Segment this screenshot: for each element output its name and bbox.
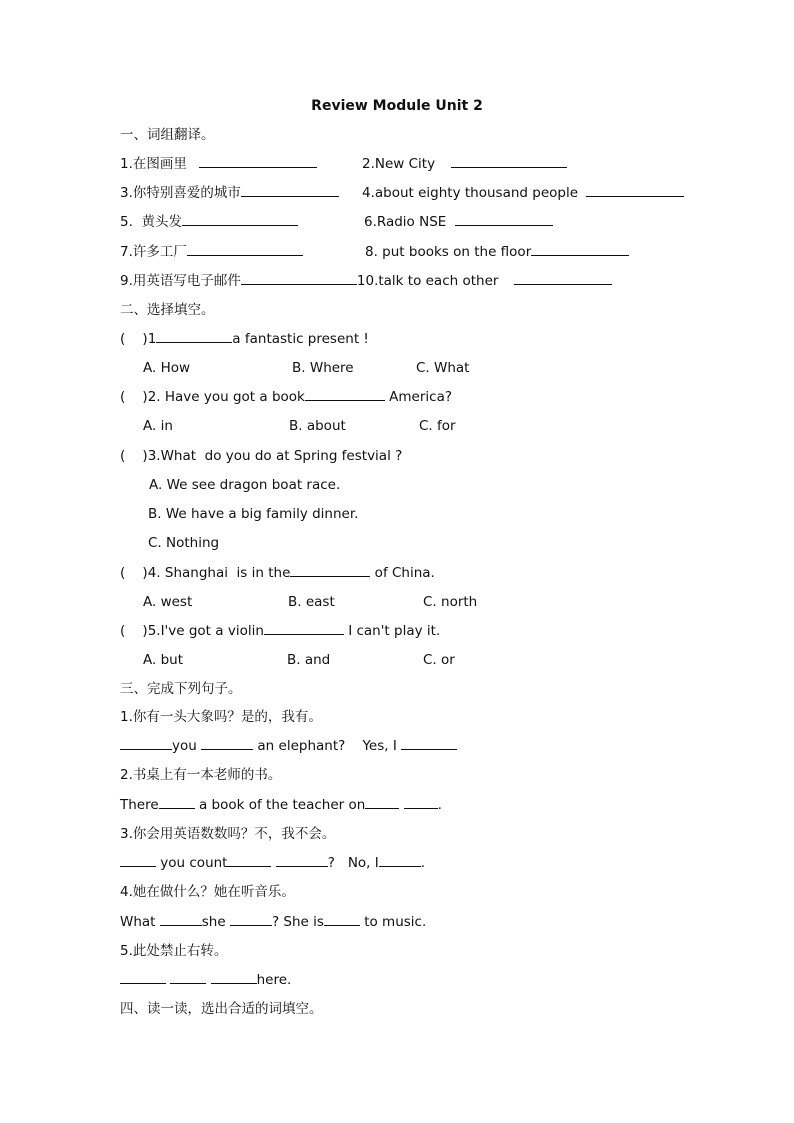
sentence-4-chinese: 4.她在做什么？她在听音乐。 xyxy=(120,884,295,900)
answer-blank[interactable] xyxy=(211,971,257,984)
s1-item-3-text: 3.你特别喜爱的城市 xyxy=(120,185,241,201)
mc-q1-option-a[interactable]: A. How xyxy=(143,360,191,376)
answer-blank[interactable] xyxy=(290,564,370,577)
answer-blank[interactable] xyxy=(201,737,253,750)
sentence-1-english xyxy=(120,737,457,755)
page-title: Review Module Unit 2 xyxy=(311,98,483,114)
mc-q1-option-b[interactable]: B. Where xyxy=(292,360,354,376)
sentence-2-part-0: There xyxy=(120,797,159,813)
s1-item-5 xyxy=(120,213,298,231)
s1-item-6-text: 6.Radio NSE xyxy=(364,214,447,230)
mc-q1-option-c[interactable]: C. What xyxy=(416,360,470,376)
sentence-2-chinese: 2.书桌上有一本老师的书。 xyxy=(120,767,282,783)
s1-item-2-text: 2.New City xyxy=(362,156,436,172)
answer-blank[interactable] xyxy=(586,184,684,197)
s1-item-6 xyxy=(364,213,553,231)
answer-blank[interactable] xyxy=(379,854,421,867)
sentence-4-part-2: ? She is xyxy=(271,914,324,930)
s1-item-2 xyxy=(362,155,567,173)
answer-blank[interactable] xyxy=(455,213,553,226)
mc-question-1 xyxy=(120,330,369,348)
answer-blank[interactable] xyxy=(170,971,206,984)
sentence-4-english xyxy=(120,913,426,931)
sentence-4-part-1: she xyxy=(201,914,230,930)
s1-item-4-text: 4.about eighty thousand people xyxy=(362,185,579,201)
answer-blank[interactable] xyxy=(514,272,612,285)
mc-q5-option-a[interactable]: A. but xyxy=(143,652,183,668)
sentence-4-part-0: What xyxy=(120,914,160,930)
mc-q2-option-a[interactable]: A. in xyxy=(143,418,173,434)
answer-blank[interactable] xyxy=(120,737,172,750)
answer-blank[interactable] xyxy=(324,913,360,926)
section4-heading: 四、读一读，选出合适的词填空。 xyxy=(120,1001,323,1017)
mc-q4-option-a[interactable]: A. west xyxy=(143,594,193,610)
sentence-2-english xyxy=(120,796,442,814)
mc-question-1-suffix: a fantastic present ! xyxy=(232,331,369,347)
answer-blank[interactable] xyxy=(241,272,357,285)
mc-question-4 xyxy=(120,564,435,582)
mc-question-4-prefix: ( )4. Shanghai is in the xyxy=(120,565,291,581)
s1-item-4 xyxy=(362,184,684,202)
mc-q5-option-b[interactable]: B. and xyxy=(287,652,331,668)
mc-q3-option-b[interactable]: B. We have a big family dinner. xyxy=(148,506,359,522)
sentence-5-part-3: here. xyxy=(256,972,292,988)
answer-blank[interactable] xyxy=(120,854,156,867)
answer-blank[interactable] xyxy=(305,388,385,401)
sentence-4-part-3: to music. xyxy=(359,914,427,930)
section3-heading: 三、完成下列句子。 xyxy=(120,681,242,697)
sentence-3-part-1: you count xyxy=(156,855,228,871)
s1-item-10-text: 10.talk to each other xyxy=(356,273,499,289)
mc-question-2-prefix: ( )2. Have you got a book xyxy=(120,389,305,405)
mc-q2-option-c[interactable]: C. for xyxy=(419,418,456,434)
answer-blank[interactable] xyxy=(404,796,438,809)
answer-blank[interactable] xyxy=(227,854,271,867)
mc-question-3: ( )3.What do you do at Spring festvial ? xyxy=(120,448,403,464)
s1-item-7 xyxy=(120,243,303,261)
s1-item-9-text: 9.用英语写电子邮件 xyxy=(120,273,241,289)
answer-blank[interactable] xyxy=(531,243,629,256)
answer-blank[interactable] xyxy=(160,913,202,926)
mc-q4-option-b[interactable]: B. east xyxy=(288,594,335,610)
mc-question-2-suffix: America? xyxy=(384,389,453,405)
s1-item-8-text: 8. put books on the floor xyxy=(365,244,532,260)
answer-blank[interactable] xyxy=(401,737,457,750)
answer-blank[interactable] xyxy=(199,155,317,168)
sentence-1-chinese: 1.你有一头大象吗？是的，我有。 xyxy=(120,709,322,725)
sentence-3-chinese: 3.你会用英语数数吗？不，我不会。 xyxy=(120,826,336,842)
s1-item-1-text: 1.在图画里 xyxy=(120,156,187,172)
answer-blank[interactable] xyxy=(182,213,298,226)
answer-blank[interactable] xyxy=(276,854,328,867)
s1-item-1 xyxy=(120,155,317,173)
answer-blank[interactable] xyxy=(156,330,232,343)
sentence-5-chinese: 5.此处禁止右转。 xyxy=(120,943,228,959)
s1-item-3 xyxy=(120,184,339,202)
sentence-3-part-4: . xyxy=(420,855,426,871)
mc-q5-option-c[interactable]: C. or xyxy=(423,652,455,668)
answer-blank[interactable] xyxy=(187,243,303,256)
answer-blank[interactable] xyxy=(120,971,166,984)
mc-q2-option-b[interactable]: B. about xyxy=(289,418,346,434)
sentence-5-english xyxy=(120,971,291,989)
answer-blank[interactable] xyxy=(159,796,195,809)
answer-blank[interactable] xyxy=(451,155,567,168)
answer-blank[interactable] xyxy=(365,796,399,809)
mc-question-5 xyxy=(120,622,440,640)
sentence-2-part-3: . xyxy=(437,797,442,813)
section1-heading: 一、词组翻译。 xyxy=(120,127,215,143)
sentence-3-part-3: ? No, I xyxy=(327,855,379,871)
mc-q4-option-c[interactable]: C. north xyxy=(423,594,478,610)
mc-question-2 xyxy=(120,388,452,406)
mc-question-1-prefix: ( )1 xyxy=(120,331,157,347)
mc-question-5-prefix: ( )5.I've got a violin xyxy=(120,623,264,639)
sentence-1-part-1: you xyxy=(172,738,202,754)
mc-q3-option-c[interactable]: C. Nothing xyxy=(148,535,220,551)
sentence-3-english xyxy=(120,854,425,872)
answer-blank[interactable] xyxy=(241,184,339,197)
sentence-2-part-1: a book of the teacher on xyxy=(194,797,366,813)
mc-question-4-suffix: of China. xyxy=(370,565,435,581)
mc-question-5-suffix: I can't play it. xyxy=(343,623,441,639)
answer-blank[interactable] xyxy=(230,913,272,926)
sentence-1-part-2: an elephant? Yes, I xyxy=(253,738,402,754)
s1-item-5-text: 5. 黄头发 xyxy=(120,214,182,230)
s1-item-9 xyxy=(120,272,612,290)
answer-blank[interactable] xyxy=(264,622,344,635)
section2-heading: 二、选择填空。 xyxy=(120,302,215,318)
s1-item-8 xyxy=(365,243,629,261)
mc-q3-option-a[interactable]: A. We see dragon boat race. xyxy=(149,477,341,493)
s1-item-7-text: 7.许多工厂 xyxy=(120,244,187,260)
